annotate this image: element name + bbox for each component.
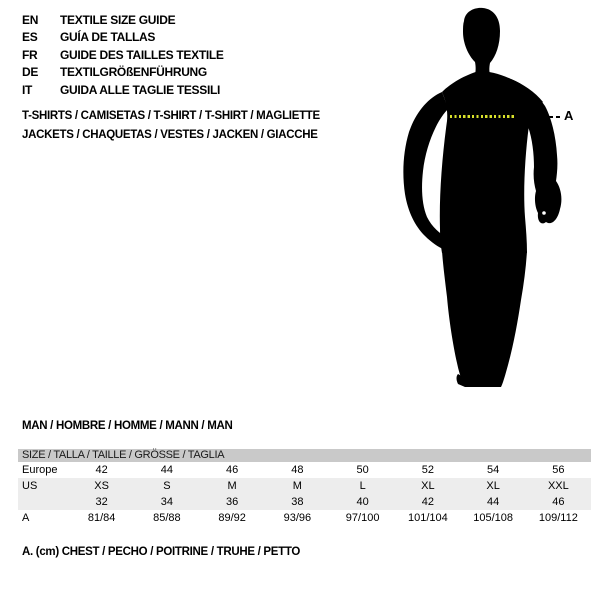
table-cell: 36 [226, 496, 239, 508]
garment-categories [22, 107, 320, 145]
table-cell: 52 [421, 464, 434, 476]
table-cell: 56 [552, 464, 565, 476]
measurement-footnote: A. (cm) CHEST / PECHO / POITRINE / TRUHE / PETTO [22, 546, 301, 558]
table-cell: 46 [552, 496, 565, 508]
table-cell: 48 [291, 464, 304, 476]
table-cell: 93/96 [283, 512, 312, 524]
row-label: Europe [22, 464, 58, 476]
category-jackets: JACKETS / CHAQUETAS / VESTES / JACKEN / GIACCHE [22, 129, 318, 141]
language-code: DE [22, 65, 39, 80]
table-cell: 40 [356, 496, 369, 508]
language-code: IT [22, 82, 33, 97]
measure-label-a: A [564, 108, 574, 123]
category-tshirts: T-SHIRTS / CAMISETAS / T-SHIRT / T-SHIRT / MAGLIETTE [22, 110, 320, 122]
table-cell: M [227, 480, 237, 492]
gender-heading: MAN / HOMBRE / HOMME / MANN / MAN [22, 420, 233, 432]
table-cell: 97/100 [345, 512, 380, 524]
table-cell: S [163, 480, 171, 492]
table-cell: 44 [487, 496, 500, 508]
language-title: TEXTILE SIZE GUIDE [60, 12, 176, 27]
table-cell: XS [94, 480, 109, 492]
table-cell: 42 [95, 464, 108, 476]
row-label: A [22, 512, 30, 524]
table-cell: 81/84 [87, 512, 116, 524]
language-guide-list [22, 11, 224, 99]
list-item [22, 64, 224, 82]
table-cell: 101/104 [407, 512, 448, 524]
language-title: GUÍA DE TALLAS [60, 30, 156, 45]
row-label: US [22, 480, 38, 492]
man-silhouette-image [395, 5, 575, 395]
language-title: GUIDA ALLE TAGLIE TESSILI [60, 82, 221, 97]
language-title: GUIDE DES TAILLES TEXTILE [60, 47, 224, 62]
table-cell: XXL [547, 480, 569, 492]
list-item [22, 81, 224, 99]
table-cell: L [359, 480, 366, 492]
table-cell: XL [486, 480, 500, 492]
table-cell: 50 [356, 464, 369, 476]
table-cell: 105/108 [473, 512, 513, 524]
language-code: FR [22, 47, 38, 62]
language-code: ES [22, 30, 38, 45]
table-row-us-letters [18, 478, 591, 494]
table-cell: 38 [291, 496, 304, 508]
language-code: EN [22, 12, 39, 27]
language-title: TEXTILGRÖßENFÜHRUNG [60, 65, 207, 80]
table-row-europe [18, 462, 591, 478]
table-cell: M [292, 480, 302, 492]
table-cell: 32 [95, 496, 108, 508]
table-cell: 46 [226, 464, 239, 476]
size-table-header: SIZE / TALLA / TAILLE / GRÖSSE / TAGLIA [18, 449, 591, 462]
list-item [22, 29, 224, 47]
table-cell: 54 [487, 464, 500, 476]
list-item [22, 11, 224, 29]
table-cell: XL [421, 480, 435, 492]
table-row-us-numbers [18, 494, 591, 510]
table-cell: 44 [160, 464, 173, 476]
table-cell: 89/92 [218, 512, 246, 524]
table-cell: 34 [160, 496, 173, 508]
table-row-chest-cm [18, 510, 591, 526]
table-cell: 109/112 [538, 512, 578, 524]
measure-extension-dashed-line [542, 116, 561, 118]
size-table [18, 449, 591, 526]
table-cell: 85/88 [153, 512, 181, 524]
list-item [22, 46, 224, 64]
table-cell: 42 [421, 496, 434, 508]
chest-measure-dashed-line [450, 115, 514, 118]
